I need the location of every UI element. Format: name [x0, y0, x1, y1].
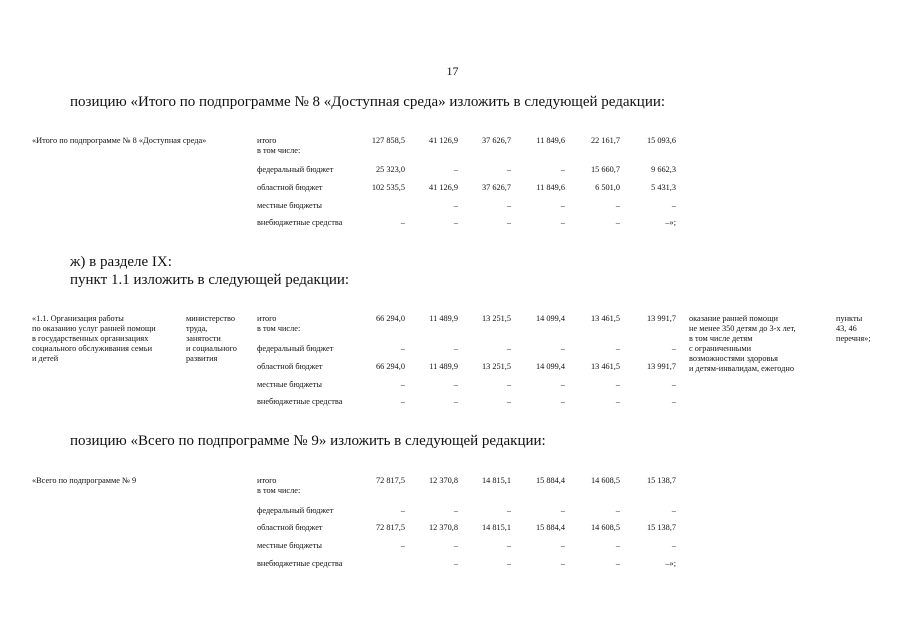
table-cell: 15 660,7: [590, 165, 620, 174]
section2-heading-line1: ж) в разделе IX:: [70, 254, 172, 270]
table-cell: –: [453, 559, 458, 568]
section2-item-name: «1.1. Организация работы по оказанию услуг ранней помощи в государственных организациях социального обслуживания семьи и детей: [32, 314, 156, 363]
table-cell: –: [560, 541, 565, 550]
table-cell: –: [453, 165, 458, 174]
table-cell: –: [506, 541, 511, 550]
table-cell: –: [671, 344, 676, 353]
section1-heading: позицию «Итого по подпрограмме № 8 «Доступная среда» изложить в следующей редакции:: [70, 94, 666, 110]
table-cell: –: [671, 397, 676, 406]
section2-executor: министерство труда, занятости и социального развития: [186, 314, 237, 363]
table-cell: 11 849,6: [536, 183, 565, 192]
table-cell: –: [560, 218, 565, 227]
table-cell: 25 323,0: [375, 165, 405, 174]
table-cell: 11 489,9: [429, 362, 458, 371]
table-cell: –: [453, 201, 458, 210]
table-cell: –: [560, 344, 565, 353]
table-cell: 37 626,7: [481, 183, 511, 192]
table-cell: 14 099,4: [535, 314, 565, 323]
table-cell: –: [615, 541, 620, 550]
table-cell: –: [615, 506, 620, 515]
section1-name: «Итого по подпрограмме № 8 «Доступная среда»: [32, 136, 207, 145]
table-cell: –: [560, 380, 565, 389]
table-cell: –: [506, 218, 511, 227]
row-label: федеральный бюджет: [257, 165, 334, 174]
table-cell: –: [671, 541, 676, 550]
table-cell: –: [560, 559, 565, 568]
table-cell: –: [453, 218, 458, 227]
table-cell: 12 370,8: [428, 523, 458, 532]
table-cell: 14 815,1: [481, 476, 511, 485]
table-cell: –: [400, 506, 405, 515]
table-cell: –: [506, 506, 511, 515]
table-cell: –: [560, 506, 565, 515]
table-cell: 72 817,5: [375, 523, 405, 532]
table-cell: 5 431,3: [651, 183, 676, 192]
table-cell: –: [615, 559, 620, 568]
table-cell: 11 489,9: [429, 314, 458, 323]
table-cell: –: [615, 380, 620, 389]
row-label: федеральный бюджет: [257, 344, 334, 353]
table-cell: 22 161,7: [590, 136, 620, 145]
table-cell: –: [400, 344, 405, 353]
page-number: 17: [446, 64, 459, 78]
table-cell: 127 858,5: [371, 136, 405, 145]
table-cell: 66 294,0: [375, 314, 405, 323]
table-cell: –: [453, 397, 458, 406]
table-cell: 15 884,4: [535, 476, 565, 485]
table-cell: –: [506, 397, 511, 406]
table-cell: 41 126,9: [428, 183, 458, 192]
table-cell: –: [506, 344, 511, 353]
table-cell: 15 138,7: [646, 523, 676, 532]
table-cell: 14 608,5: [590, 523, 620, 532]
table-cell: 6 501,0: [595, 183, 620, 192]
row-label: местные бюджеты: [257, 541, 322, 550]
row-label: итого в том числе:: [257, 136, 301, 155]
table-cell: –: [615, 344, 620, 353]
row-label: областной бюджет: [257, 183, 323, 192]
table-cell: 14 815,1: [481, 523, 511, 532]
table-cell: 14 608,5: [590, 476, 620, 485]
table-cell: –»;: [665, 559, 676, 568]
section2-result: оказание ранней помощи не менее 350 детям до 3-х лет, в том числе детям с ограниченными возможностями здоровья и детям-инвалидам, ежегодно: [689, 314, 796, 373]
table-cell: 11 849,6: [536, 136, 565, 145]
row-label: внебюджетные средства: [257, 218, 343, 227]
table-cell: –»;: [665, 218, 676, 227]
table-cell: 13 991,7: [646, 314, 676, 323]
section2-reference: пункты 43, 46 перечня»;: [836, 314, 871, 343]
section3-name: «Всего по подпрограмме № 9: [32, 476, 137, 485]
row-label: итого в том числе:: [257, 476, 301, 495]
table-cell: –: [506, 201, 511, 210]
table-cell: –: [560, 201, 565, 210]
table-cell: –: [615, 218, 620, 227]
table-cell: –: [506, 165, 511, 174]
table-cell: 13 461,5: [590, 362, 620, 371]
table-cell: 15 093,6: [646, 136, 676, 145]
table-cell: –: [615, 201, 620, 210]
table-cell: –: [560, 397, 565, 406]
table-cell: 13 991,7: [646, 362, 676, 371]
table-cell: –: [560, 165, 565, 174]
table-cell: 72 817,5: [375, 476, 405, 485]
section2-heading-line2: пункт 1.1 изложить в следующей редакции:: [70, 272, 350, 288]
row-label: местные бюджеты: [257, 201, 322, 210]
row-label: местные бюджеты: [257, 380, 322, 389]
table-cell: 15 884,4: [535, 523, 565, 532]
row-label: внебюджетные средства: [257, 397, 343, 406]
table-cell: –: [453, 380, 458, 389]
table-cell: –: [453, 344, 458, 353]
row-label: внебюджетные средства: [257, 559, 343, 568]
table-cell: –: [671, 380, 676, 389]
table-cell: 14 099,4: [535, 362, 565, 371]
row-label: областной бюджет: [257, 362, 323, 371]
row-label: областной бюджет: [257, 523, 323, 532]
table-cell: 102 535,5: [371, 183, 405, 192]
table-cell: 66 294,0: [375, 362, 405, 371]
table-cell: –: [671, 506, 676, 515]
row-label: федеральный бюджет: [257, 506, 334, 515]
table-cell: 13 461,5: [590, 314, 620, 323]
table-cell: –: [506, 559, 511, 568]
table-cell: –: [453, 506, 458, 515]
table-cell: 41 126,9: [428, 136, 458, 145]
table-cell: –: [400, 541, 405, 550]
table-cell: 13 251,5: [481, 362, 511, 371]
section3-heading: позицию «Всего по подпрограмме № 9» изложить в следующей редакции:: [70, 433, 546, 449]
row-label: итого в том числе:: [257, 314, 301, 333]
table-cell: 13 251,5: [481, 314, 511, 323]
table-cell: 9 662,3: [651, 165, 676, 174]
table-cell: –: [400, 218, 405, 227]
table-cell: –: [615, 397, 620, 406]
table-cell: 12 370,8: [428, 476, 458, 485]
table-cell: –: [671, 201, 676, 210]
table-cell: 15 138,7: [646, 476, 676, 485]
table-cell: –: [400, 380, 405, 389]
table-cell: –: [400, 397, 405, 406]
table-cell: –: [506, 380, 511, 389]
table-cell: –: [453, 541, 458, 550]
table-cell: 37 626,7: [481, 136, 511, 145]
